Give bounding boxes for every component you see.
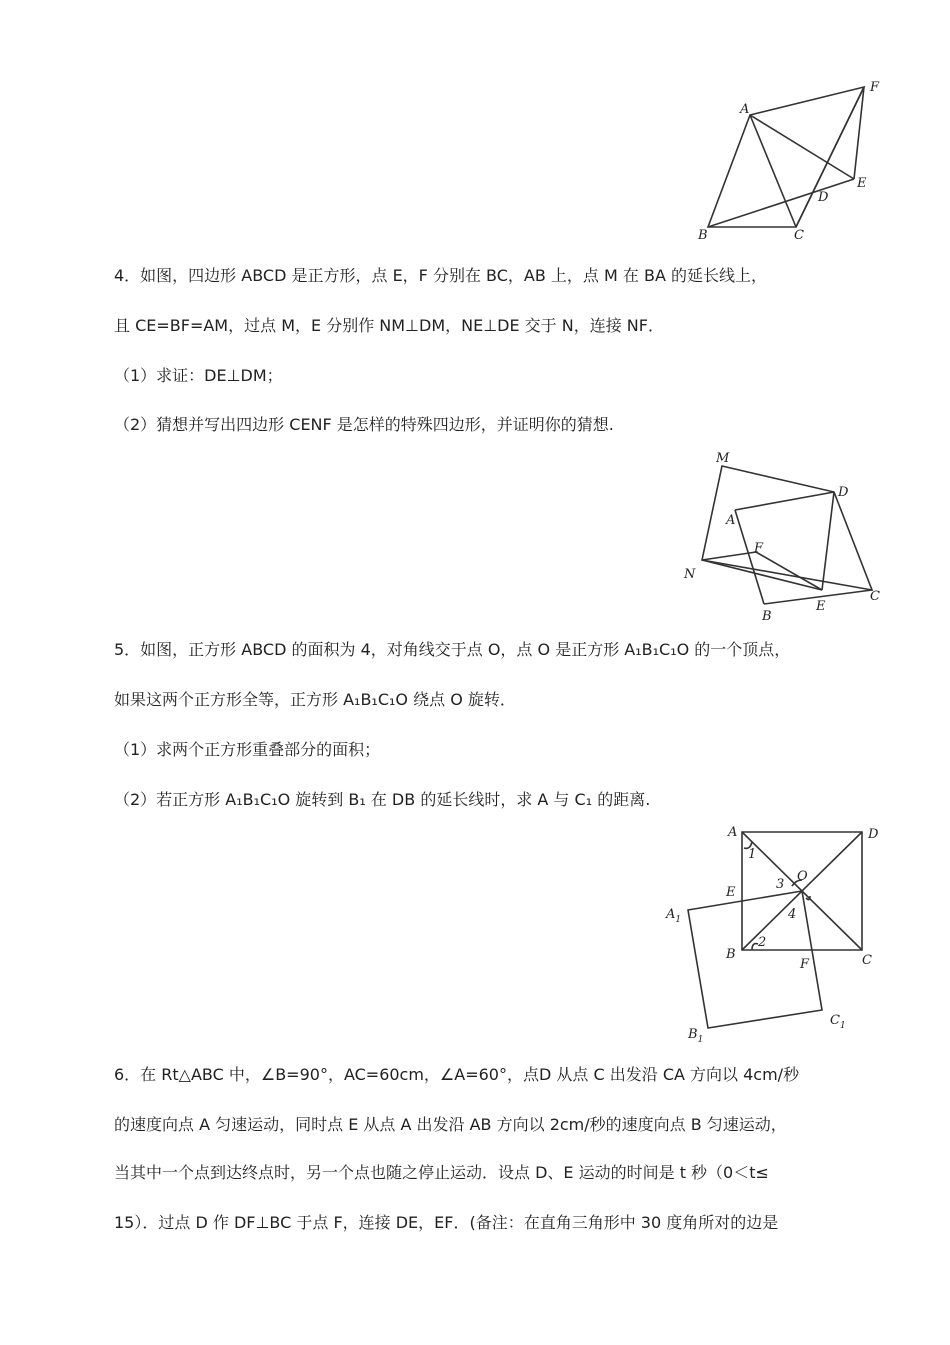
figure-1 <box>690 75 890 245</box>
fig3-label-a: A <box>728 825 738 840</box>
fig3-label-a1: $A_1$ <box>666 907 682 925</box>
p4-q2: （2）猜想并写出四边形 CENF 是怎样的特殊四边形，并证明你的猜想. <box>114 415 614 434</box>
p4-line2: 且 CE=BF=AM，过点 M，E 分别作 NM⊥DM，NE⊥DE 交于 N，连接 NF． <box>114 316 664 335</box>
fig1-label-e: E <box>857 176 867 191</box>
fig2-label-f: F <box>754 541 764 556</box>
fig3-angle-4: 4 <box>788 907 797 922</box>
p5-q1: （1）求两个正方形重叠部分的面积； <box>114 740 381 759</box>
fig3-angle-3: 3 <box>776 877 785 892</box>
fig2-label-c: C <box>870 589 880 604</box>
fig3-label-c1: $C_1$ <box>830 1013 846 1031</box>
fig3-label-d: D <box>868 827 879 842</box>
p6-line1: 6．在 Rt△ABC 中，∠B=90°，AC=60cm，∠A=60°，点D 从点 C 出发沿 CA 方向以 4cm/秒 <box>114 1065 800 1084</box>
fig3-angle-1: 1 <box>748 847 757 862</box>
fig2-label-n: N <box>684 567 696 582</box>
fig2-label-m: M <box>716 451 730 466</box>
p6-line3: 当其中一个点到达终点时，另一个点也随之停止运动．设点 D、E 运动的时间是 t 秒（0＜t≤ <box>114 1163 769 1182</box>
figure-2 <box>680 448 895 628</box>
p5-line1: 5．如图，正方形 ABCD 的面积为 4，对角线交于点 O，点 O 是正方形 A₁B₁C₁O 的一个顶点， <box>114 640 791 659</box>
fig2-label-e: E <box>816 599 826 614</box>
p5-line2: 如果这两个正方形全等，正方形 A₁B₁C₁O 绕点 O 旋转． <box>114 690 516 709</box>
fig1-outline <box>708 87 864 227</box>
fig1-label-a: A <box>740 102 750 117</box>
fig3-angle-2: 2 <box>758 935 767 950</box>
fig1-label-d: D <box>818 190 829 205</box>
p4-line1: 4．如图，四边形 ABCD 是正方形，点 E，F 分别在 BC，AB 上，点 M 在 BA 的延长线上， <box>114 266 768 285</box>
fig3-label-e: E <box>726 885 736 900</box>
p6-line2: 的速度向点 A 匀速运动，同时点 E 从点 A 出发沿 AB 方向以 2cm/秒的速度向点 B 匀速运动， <box>114 1115 787 1134</box>
fig3-label-c: C <box>862 953 872 968</box>
p5-q2: （2）若正方形 A₁B₁C₁O 旋转到 B₁ 在 DB 的延长线时，求 A 与 C₁ 的距离. <box>114 790 651 809</box>
figure-3 <box>660 818 890 1043</box>
fig3-label-b1: $B_1$ <box>688 1027 704 1043</box>
fig2-label-a: A <box>726 513 736 528</box>
p6-line4: 15）．过点 D 作 DF⊥BC 于点 F，连接 DE，EF．(备注：在直角三角形中 30 度角所对的边是 <box>114 1213 779 1232</box>
fig3-label-f: F <box>800 957 810 972</box>
fig2-label-d: D <box>838 485 849 500</box>
fig1-label-c: C <box>794 228 804 243</box>
fig2-label-b: B <box>762 609 772 624</box>
fig3-label-b: B <box>726 947 736 962</box>
fig3-label-o: O <box>797 869 808 884</box>
p4-q1: （1）求证：DE⊥DM； <box>114 366 283 385</box>
fig1-label-f: F <box>870 80 880 95</box>
fig1-label-b: B <box>698 228 708 243</box>
